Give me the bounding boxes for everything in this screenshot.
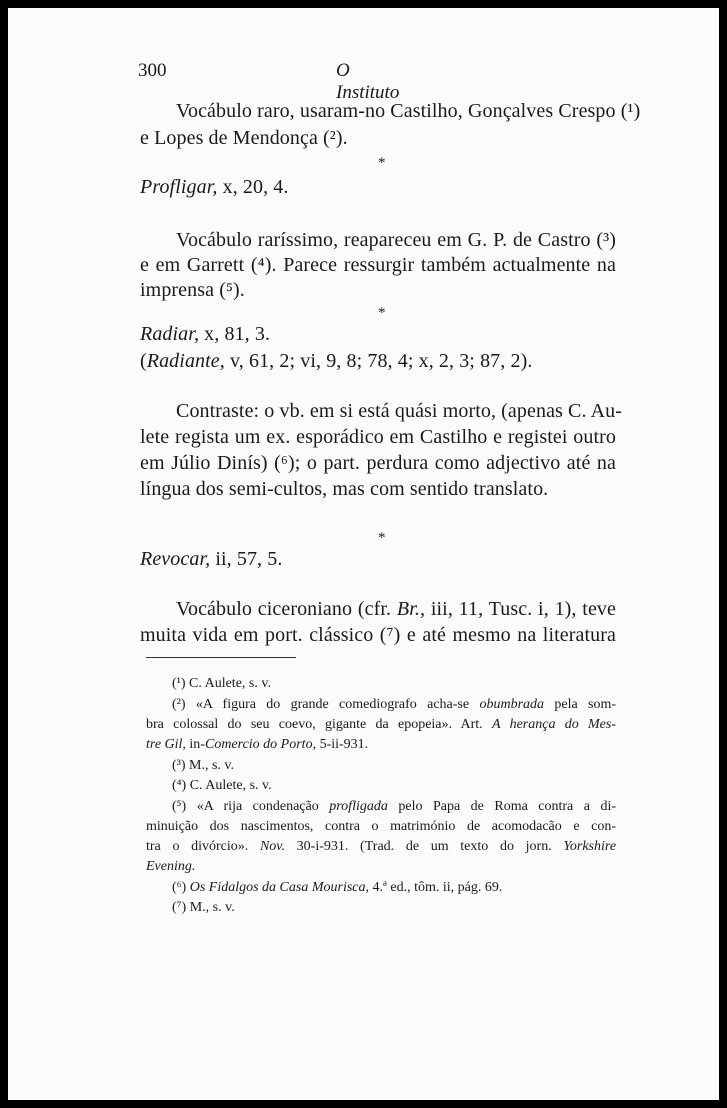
text-run-italic: tre Gil, [146,737,186,752]
text-run: (²) «A figura do grande comediografo acha-se [172,697,470,712]
text-run: Vocábulo ciceroniano (cfr. [176,598,392,620]
running-title: O Instituto [336,60,400,103]
footnote-2-line-1 [172,697,616,713]
paragraph-3-line-4: língua dos semi-cultos, mas com sentido translato. [140,478,549,500]
section-asterisk-1: * [378,155,386,171]
entry-profligar [140,176,289,199]
paragraph-1-line-2: e Lopes de Mendonça (²). [140,127,348,149]
entry-revocar [140,548,282,571]
entry-radiante [140,350,532,373]
footnote-1: (¹) C. Aulete, s. v. [172,676,271,691]
entry-radiar [140,323,270,346]
paragraph-2-line-3: imprensa (⁵). [140,279,245,301]
text-run-italic: profligada [329,799,388,814]
entry-word: Radiante, [146,350,225,372]
text-run: tra o divórcio». [146,839,249,854]
text-run-italic: Yorkshire [563,839,617,854]
page-sheet [8,8,719,1100]
text-run: bra colossal do seu coevo, gigante da epopeia». Art. [146,717,483,732]
footnote-5-line-3 [146,839,616,855]
footnote-2-line-3 [146,737,368,753]
paragraph-2-line-1: Vocábulo raríssimo, reapareceu em G. P. de Castro (³) [176,229,616,251]
page-number: 300 [138,60,167,81]
footnote-4: (⁴) C. Aulete, s. v. [172,778,272,793]
footnote-rule [146,657,296,658]
paragraph-1-line-1: Vocábulo raro, usaram-no Castilho, Gonçalves Crespo (¹) [176,100,641,122]
text-run: 30-i-931. (Trad. de um texto do jorn. [296,839,552,854]
entry-reference: x, 81, 3. [204,323,271,345]
entry-word: Profligar, [140,176,218,198]
text-run: 5-ii-931. [319,737,369,752]
footnote-7: (⁷) M., s. v. [172,900,235,915]
text-run: pela som- [554,697,617,712]
paragraph-3-line-1: Contraste: o vb. em si está quási morto, (apenas C. Au- [176,400,622,422]
paragraph-4-line-2: muita vida em port. clássico (⁷) e até mesmo na literatura [140,624,616,646]
text-run-italic: Comercio do Porto, [204,737,317,752]
paragraph-3-line-2: lete regista um ex. esporádico em Castilho e registei outro [140,426,616,448]
text-run-italic: Br., [396,598,426,620]
entry-word: Radiar, [140,323,200,345]
paragraph-2-line-2: e em Garrett (⁴). Parece ressurgir também actualmente na [140,254,616,276]
text-run-italic: Nov. [259,839,285,854]
entry-reference: x, 20, 4. [222,176,289,198]
section-asterisk-2: * [378,305,386,321]
text-run: (⁶) [172,880,187,895]
footnote-5-line-2: minuição dos nascimentos, contra o matrimónio de acomodacão e con- [146,819,616,834]
footnote-6 [172,880,502,896]
entry-reference: ii, 57, 5. [215,548,283,570]
section-asterisk-3: * [378,530,386,546]
text-run: in- [189,737,205,752]
footnote-3: (³) M., s. v. [172,758,235,773]
footnote-5-line-4: Evening. [146,859,196,874]
text-run: (⁵) «A rija condenação [172,799,319,814]
footnote-5-line-1 [172,799,616,815]
entry-reference: v, 61, 2; vi, 9, 8; 78, 4; x, 2, 3; 87, 2). [229,350,533,372]
paragraph-3-line-3: em Júlio Dinís) (⁶); o part. perdura como adjectivo até na [140,452,616,474]
footnote-2-line-2 [146,717,616,733]
text-run: pelo Papa de Roma contra a di- [398,799,617,814]
text-run-italic: Os Fidalgos da Casa Mourisca, [189,880,370,895]
entry-word: Revocar, [140,548,211,570]
paragraph-4-line-1 [176,598,616,621]
text-run: iii, 11, Tusc. i, 1), teve [430,598,616,620]
text-run-italic: obumbrada [479,697,545,712]
paren-open: ( [140,350,147,372]
text-run: 4.ª ed., tôm. ii, pág. 69. [372,880,503,895]
text-run-italic: A herança do Mes- [491,717,616,732]
